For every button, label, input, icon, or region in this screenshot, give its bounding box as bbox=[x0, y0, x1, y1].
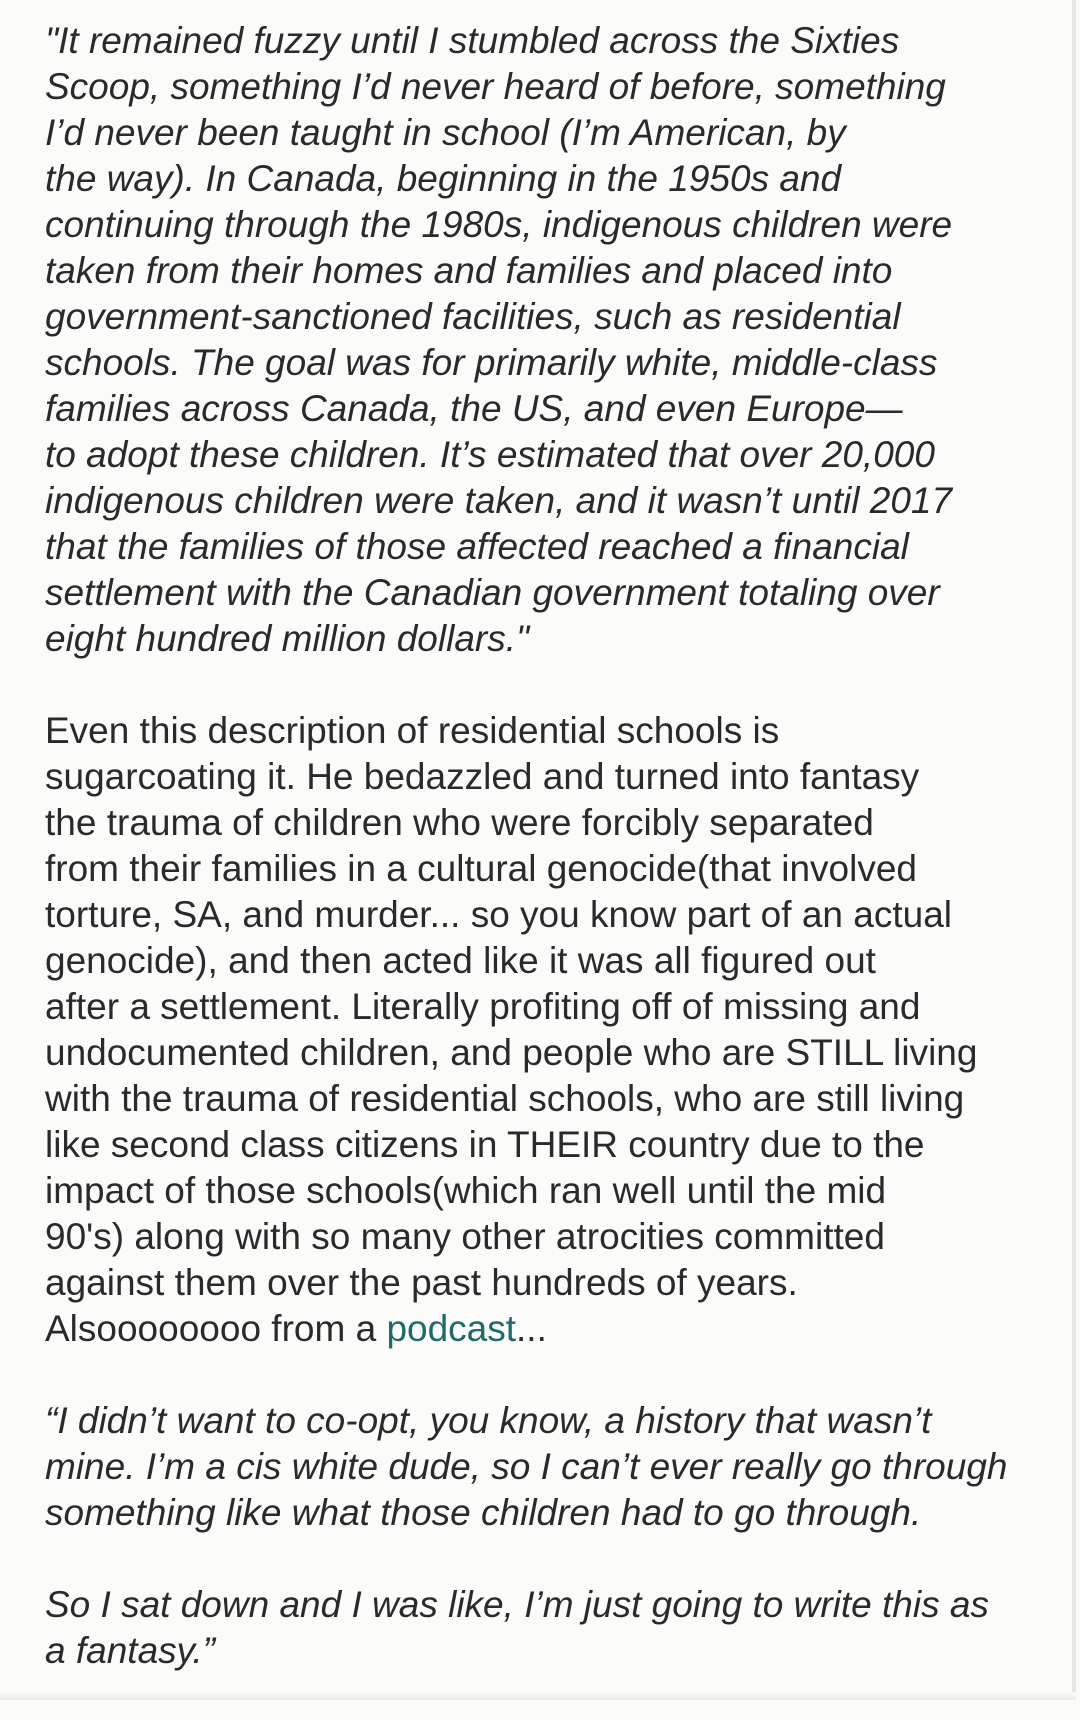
text-line: the trauma of children who were forcibly separated bbox=[45, 802, 874, 843]
text-line: Scoop, something I’d never heard of before, something bbox=[45, 66, 946, 107]
text-line: “I didn’t want to co-opt, you know, a history that wasn’t bbox=[45, 1400, 932, 1441]
text-line: that the families of those affected reached a financial bbox=[45, 526, 909, 567]
podcast-quote-paragraph bbox=[45, 1398, 1055, 1536]
text-line: torture, SA, and murder... so you know part of an actual bbox=[45, 894, 952, 935]
text-line: settlement with the Canadian government totaling over bbox=[45, 572, 940, 613]
text-line: impact of those schools(which ran well until the mid bbox=[45, 1170, 887, 1211]
text-line: "It remained fuzzy until I stumbled across the Sixties bbox=[45, 20, 900, 61]
bottom-divider bbox=[0, 1692, 1076, 1700]
text-line: genocide), and then acted like it was all figured out bbox=[45, 940, 876, 981]
text-line: indigenous children were taken, and it wasn’t until 2017 bbox=[45, 480, 953, 521]
text-line: eight hundred million dollars." bbox=[45, 618, 530, 659]
text-line: I’d never been taught in school (I’m American, by bbox=[45, 112, 846, 153]
text-line: undocumented children, and people who are STILL living bbox=[45, 1032, 978, 1073]
text-line: after a settlement. Literally profiting off of missing and bbox=[45, 986, 921, 1027]
text-line: taken from their homes and families and placed into bbox=[45, 250, 893, 291]
podcast-quote-continuation bbox=[45, 1582, 1055, 1674]
text-line: a fantasy.” bbox=[45, 1630, 216, 1671]
quoted-excerpt-paragraph bbox=[45, 18, 1055, 662]
text-segment: Alsoooooooo from a bbox=[45, 1308, 387, 1349]
text-line: continuing through the 1980s, indigenous children were bbox=[45, 204, 953, 245]
commentary-paragraph bbox=[45, 708, 1055, 1352]
text-line: government-sanctioned facilities, such as residential bbox=[45, 296, 901, 337]
text-segment: ... bbox=[516, 1308, 547, 1349]
text-line: to adopt these children. It’s estimated that over 20,000 bbox=[45, 434, 935, 475]
text-line: like second class citizens in THEIR country due to the bbox=[45, 1124, 925, 1165]
text-line: something like what those children had to go through. bbox=[45, 1492, 922, 1533]
text-line: schools. The goal was for primarily white, middle-class bbox=[45, 342, 938, 383]
text-line: against them over the past hundreds of years. bbox=[45, 1262, 798, 1303]
text-line-with-link bbox=[45, 1306, 1055, 1352]
text-line: mine. I’m a cis white dude, so I can’t ever really go through bbox=[45, 1446, 1008, 1487]
post-body bbox=[45, 18, 1055, 1720]
text-line: 90's) along with so many other atrocities committed bbox=[45, 1216, 885, 1257]
text-line: the way). In Canada, beginning in the 1950s and bbox=[45, 158, 842, 199]
text-line: from their families in a cultural genocide(that involved bbox=[45, 848, 917, 889]
text-line: Even this description of residential schools is bbox=[45, 710, 780, 751]
text-line: So I sat down and I was like, I’m just going to write this as bbox=[45, 1584, 989, 1625]
text-line: with the trauma of residential schools, who are still living bbox=[45, 1078, 965, 1119]
text-line: families across Canada, the US, and even Europe— bbox=[45, 388, 903, 429]
podcast-link[interactable]: podcast bbox=[386, 1308, 517, 1349]
text-line: sugarcoating it. He bedazzled and turned into fantasy bbox=[45, 756, 920, 797]
